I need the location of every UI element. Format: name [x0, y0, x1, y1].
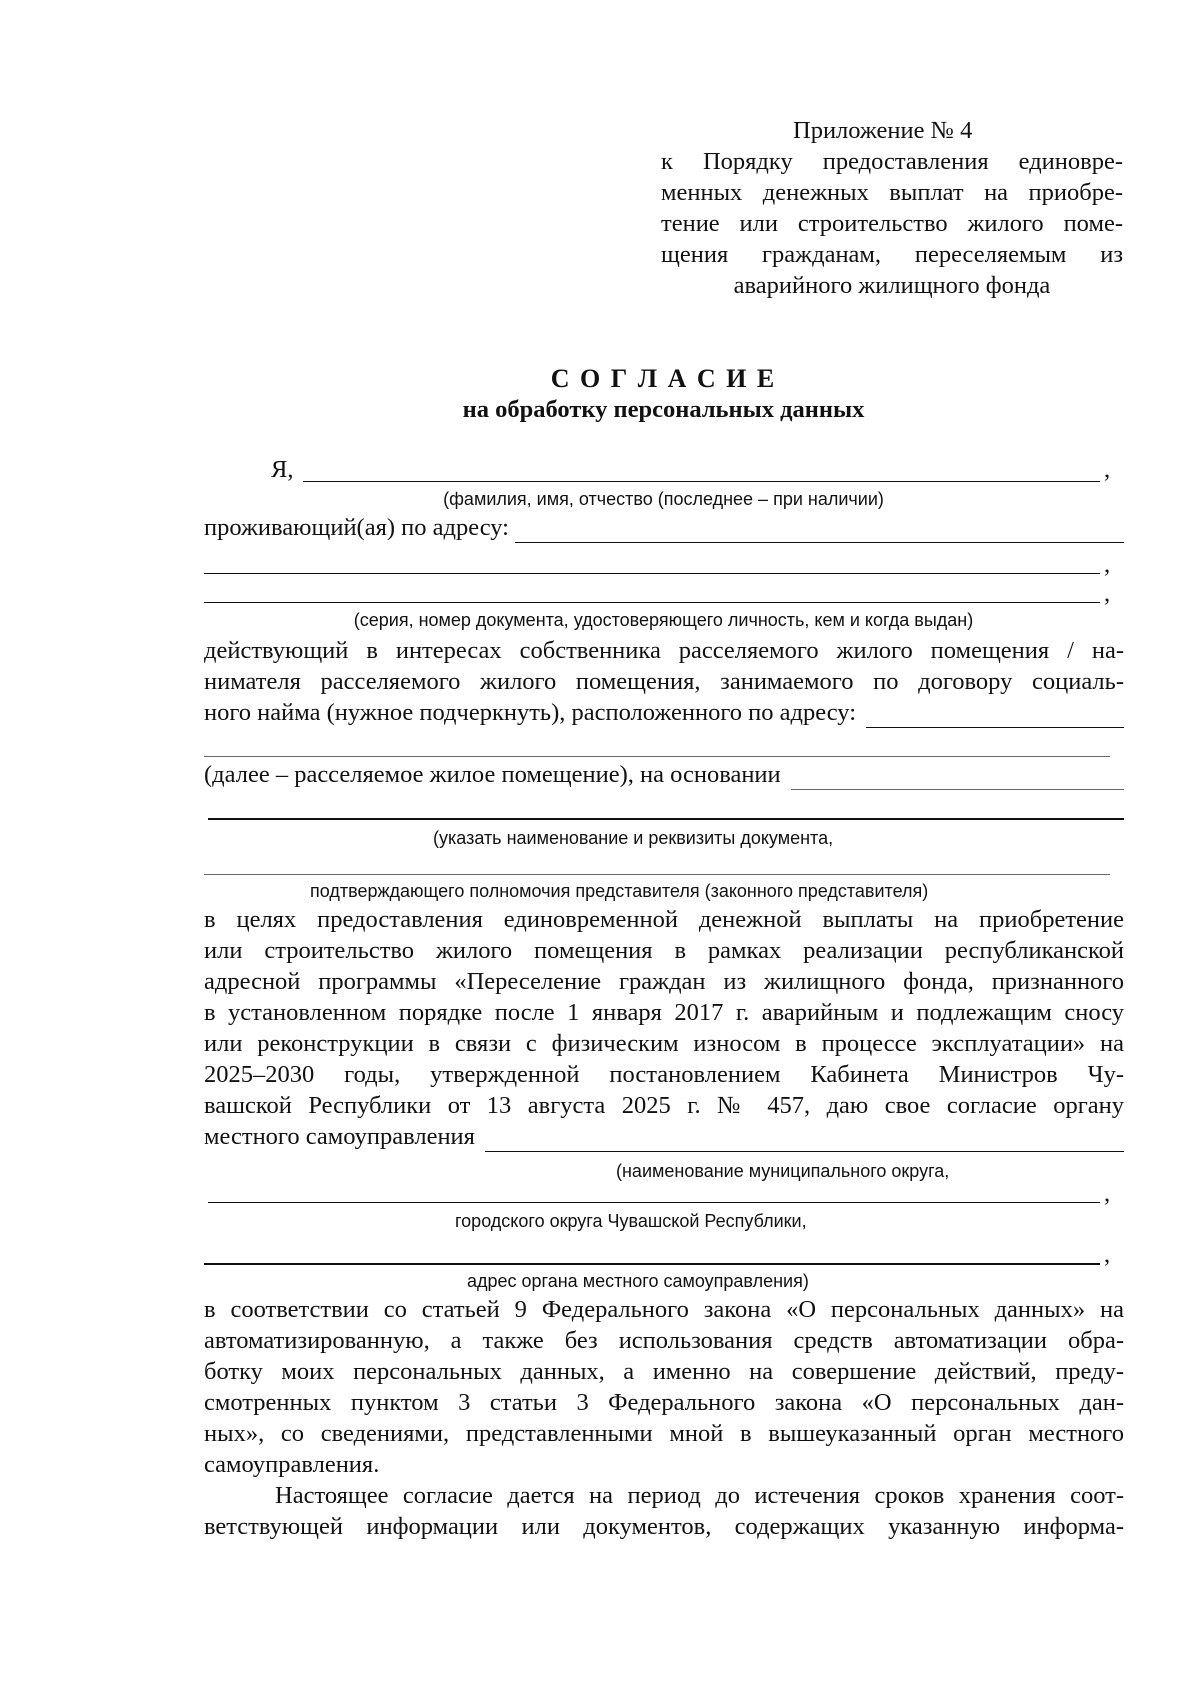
basis-label: (далее – расселяемое жилое помещение), на основании	[204, 761, 781, 788]
acting-address-row	[204, 698, 1124, 728]
purpose-line: в целях предоставления единовременной денежной выплаты на приобретение	[204, 906, 1124, 933]
basis-row	[204, 760, 1124, 790]
local-government-field-line[interactable]	[485, 1129, 1124, 1152]
address-field-line[interactable]	[515, 520, 1124, 543]
period-line: Настоящее согласие дается на период до истечения сроков хранения соот-	[275, 1482, 1124, 1509]
comma: ,	[1104, 580, 1111, 607]
local-government-row	[204, 1122, 1124, 1152]
dwelling-address-field-line-2[interactable]	[204, 756, 1110, 757]
comma: ,	[1104, 1180, 1111, 1207]
fio-field-line[interactable]	[303, 481, 1100, 482]
caption-representative-authority: подтверждающего полномочия представителя (законного представителя)	[310, 881, 929, 901]
appendix-line: менных денежных выплат на приобре-	[661, 179, 1123, 206]
acting-address-label: ного найма (нужное подчеркнуть), расположенного по адресу:	[204, 699, 857, 726]
basis-document-field-line-2[interactable]	[204, 874, 1110, 875]
appendix-line: тение или строительство жилого поме-	[661, 210, 1123, 237]
local-government-label: местного самоуправления	[204, 1123, 475, 1150]
acting-line: нимателя расселяемого жилого помещения, занимаемого по договору социаль-	[204, 668, 1124, 695]
appendix-last-line: аварийного жилищного фонда	[733, 272, 1051, 299]
document-title: С О Г Л А С И Е	[550, 364, 777, 393]
address-field-line-2[interactable]	[204, 573, 1100, 574]
municipality-field-line[interactable]	[208, 1202, 1100, 1203]
purpose-line: адресной программы «Переселение граждан из жилищного фонда, признанного	[204, 968, 1124, 995]
law-line: ных», со сведениями, представленными мной в вышеуказанный орган местного	[204, 1420, 1124, 1447]
document-subtitle: на обработку персональных данных	[462, 396, 865, 423]
acting-line: действующий в интересах собственника расселяемого жилого помещения / на-	[204, 637, 1124, 664]
address-label: проживающий(ая) по адресу:	[204, 514, 509, 541]
caption-authority-address: адрес органа местного самоуправления)	[467, 1271, 809, 1291]
period-line: ветствующей информации или документов, содержащих указанную информа-	[204, 1513, 1124, 1540]
appendix-line: щения гражданам, переселяемым из	[661, 241, 1123, 268]
purpose-line: или реконструкции в связи с физическим износом в процессе эксплуатации» на	[204, 1030, 1124, 1057]
basis-field-line[interactable]	[791, 767, 1124, 790]
caption-city-district: городского округа Чувашской Республики,	[455, 1211, 807, 1231]
basis-document-field-line[interactable]	[208, 818, 1124, 820]
address-row	[204, 513, 1124, 543]
comma: ,	[1104, 1241, 1111, 1268]
caption-fio: (фамилия, имя, отчество (последнее – при наличии)	[443, 489, 884, 509]
purpose-line: или строительство жилого помещения в рамках реализации республиканской	[204, 937, 1124, 964]
purpose-line: вашской Республики от 13 августа 2025 г. № 457, даю свое согласие органу	[204, 1092, 1124, 1119]
law-line: автоматизированную, а также без использования средств автоматизации обра-	[204, 1327, 1124, 1354]
caption-identity-document: (серия, номер документа, удостоверяющего личность, кем и когда выдан)	[353, 610, 974, 630]
appendix-number: Приложение № 4	[793, 117, 973, 144]
dwelling-address-field-line[interactable]	[866, 705, 1124, 728]
purpose-line: в установленном порядке после 1 января 2017 г. аварийным и подлежащим сносу	[204, 999, 1124, 1026]
appendix-line: к Порядку предоставления единовре-	[661, 148, 1123, 175]
law-line: в соответствии со статьей 9 Федерального закона «О персональных данных» на	[204, 1296, 1124, 1323]
i-label: Я,	[271, 456, 294, 483]
document-field-line[interactable]	[204, 602, 1100, 603]
comma: ,	[1104, 551, 1111, 578]
purpose-line: 2025–2030 годы, утвержденной постановлением Кабинета Министров Чу-	[204, 1061, 1124, 1088]
law-line: ботку моих персональных данных, а именно на совершение действий, преду-	[204, 1358, 1124, 1385]
caption-municipality: (наименование муниципального округа,	[616, 1161, 950, 1181]
authority-address-field-line[interactable]	[204, 1263, 1100, 1265]
comma: ,	[1104, 456, 1111, 483]
law-line: смотренных пунктом 3 статьи 3 Федерального закона «О персональных дан-	[204, 1389, 1124, 1416]
caption-basis-document: (указать наименование и реквизиты документа,	[433, 828, 834, 848]
law-last-line: самоуправления.	[204, 1451, 380, 1478]
